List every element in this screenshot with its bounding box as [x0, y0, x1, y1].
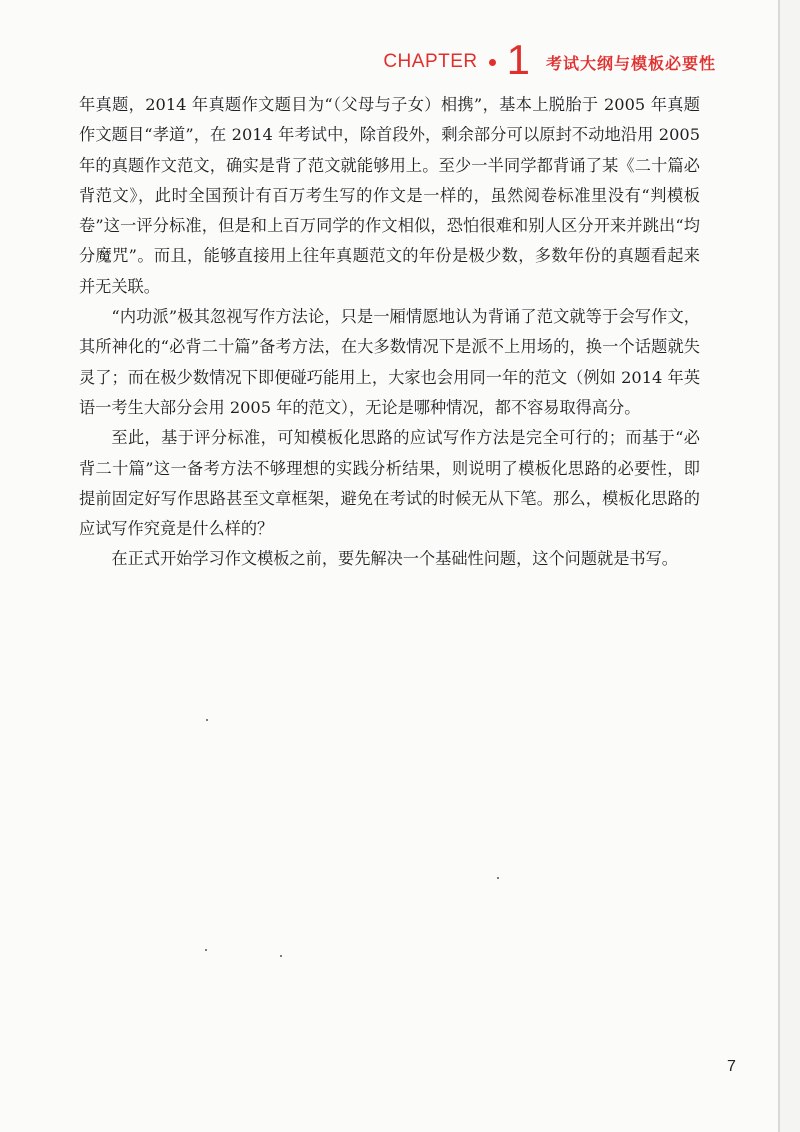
paragraph-continued: 年真题，2014 年真题作文题目为“（父母与子女）相携”，基本上脱胎于 2005 年真题作文题目“孝道”，在 2014 年考试中，除首段外，剩余部分可以原封不动地沿用 2005 年的真题作文范文，确实是背了范文就能够用上。至少一半同学都背诵了某《二十篇必背范文》，此时全国预计有百万考生写的作文是一样的，虽然阅卷标准里没有“判模板卷”这一评分标准，但是和上百万同学的作文相似，恐怕很难和别人区分开来并跳出“均分魔咒”。而且，能够直接用上往年真题范文的年份是极少数，多数年份的真题看起来并无关联。	[79, 95, 700, 296]
chapter-number: 1	[506, 36, 530, 83]
paragraph: 至此，基于评分标准，可知模板化思路的应试写作方法是完全可行的；而基于“必背二十篇”这一备考方法不够理想的实践分析结果，则说明了模板化思路的必要性，即提前固定好写作思路甚至文章框架，避免在考试的时候无从下笔。那么，模板化思路的应试写作究竟是什么样的？	[79, 428, 700, 539]
body-text	[79, 90, 700, 575]
bullet-dot-icon	[489, 59, 496, 66]
paragraph: “内功派”极其忽视写作方法论，只是一厢情愿地认为背诵了范文就等于会写作文，其所神化的“必背二十篇”备考方法，在大多数情况下是派不上用场的，换一个话题就失灵了；而在极少数情况下即便碰巧能用上，大家也会用同一年的范文（例如 2014 年英语一考生大部分会用 2005 年的范文），无论是哪种情况，都不容易取得高分。	[79, 307, 700, 417]
page-number: 7	[727, 1058, 736, 1075]
chapter-title: 考试大纲与模板必要性	[545, 55, 716, 73]
paragraph: 在正式开始学习作文模板之前，要先解决一个基础性问题，这个问题就是书写。	[111, 549, 678, 569]
scan-speck	[206, 719, 208, 721]
scan-speck	[205, 949, 207, 951]
scan-speck	[497, 877, 499, 879]
chapter-label: CHAPTER	[383, 51, 478, 72]
chapter-header	[383, 36, 716, 83]
scan-speck	[280, 955, 282, 957]
page-edge	[778, 0, 780, 1132]
